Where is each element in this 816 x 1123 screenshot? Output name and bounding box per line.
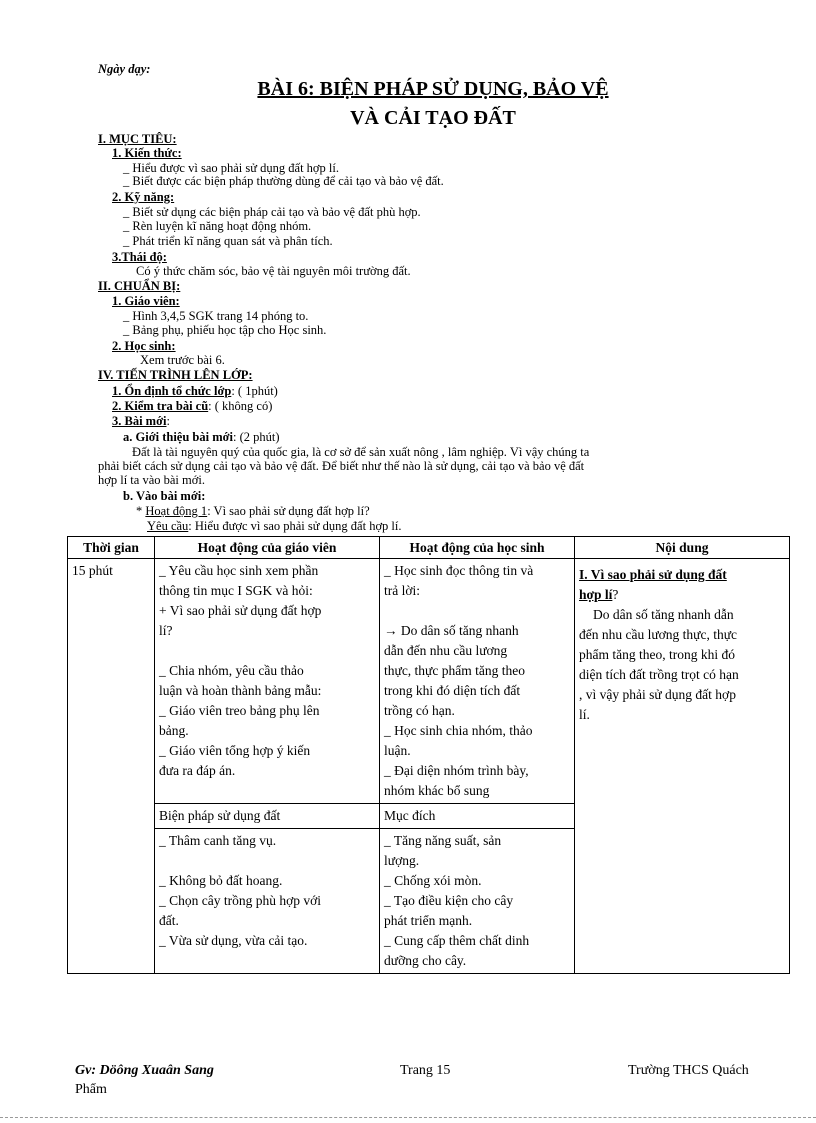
intro-heading (123, 431, 280, 444)
requirement-rest: : Hiểu được vì sao phải sử dụng đất hợp lí. (188, 519, 402, 533)
intro-line-2: phải biết cách sử dụng cải tạo và bảo vệ đất. Để biết như thế nào là sử dụng, cải tạo và bảo vệ đất (98, 459, 585, 473)
teacher-line: _ Giáo viên tổng hợp ý kiến (159, 743, 311, 758)
section-4-heading-text: IV. TIẾN TRÌNH LÊN LỚP: (98, 368, 253, 382)
content-body-line: diện tích đất trồng trọt có hạn (579, 667, 739, 682)
step-3 (112, 415, 170, 428)
skills-item-3: _ Phát triển kĩ năng quan sát và phân tích. (123, 234, 333, 248)
measure-line: _ Chọn cây trồng phù hợp với (159, 893, 322, 908)
attitude-item-1: Có ý thức chăm sóc, bảo vệ tài nguyên môi trường đất. (136, 264, 411, 278)
student-line: trồng có hạn. (384, 703, 455, 718)
measure-line: _ Vừa sử dụng, vừa cải tạo. (159, 933, 308, 948)
teacher-prep-label-text: 1. Giáo viên: (112, 294, 180, 308)
new-lesson-heading: b. Vào bài mới: (123, 489, 206, 503)
teacher-line: đưa ra đáp án. (159, 763, 236, 778)
student-line: luận. (384, 743, 411, 758)
student-line: thực, thực phẩm tăng theo (384, 663, 525, 678)
section-1-heading-text: I. MỤC TIÊU: (98, 132, 177, 146)
content-body-line: phẩm tăng theo, trong khi đó (579, 647, 735, 662)
content-cell (575, 559, 790, 974)
teacher-line: _ Chia nhóm, yêu cầu thảo (159, 663, 304, 678)
knowledge-item-1: _ Hiểu được vì sao phải sử dụng đất hợp lí. (123, 161, 339, 175)
footer-school: Trường THCS Quách (628, 1063, 749, 1078)
content-title-2 (579, 585, 785, 605)
step-3-rest: : (166, 414, 170, 428)
page-title (0, 78, 816, 101)
intro-heading-rest: : (2 phút) (233, 430, 280, 444)
intro-heading-label: a. Giới thiệu bài mới (123, 430, 234, 444)
header-teacher: Hoạt động của giáo viên (155, 537, 380, 559)
student-line: _ Đại diện nhóm trình bày, (384, 763, 529, 778)
step-1 (112, 385, 278, 398)
teacher-line: lí? (159, 623, 173, 638)
page-title-line-2: VÀ CẢI TẠO ĐẤT (350, 107, 516, 129)
skills-label (112, 191, 174, 204)
purpose-line: _ Tăng năng suất, sản (384, 833, 502, 848)
purpose-line: _ Tạo điều kiện cho cây (384, 893, 514, 908)
section-2-heading (98, 280, 180, 293)
content-body-line: , vì vậy phải sử dụng đất hợp (579, 687, 736, 702)
activity-1 (136, 505, 370, 518)
attitude-label (112, 251, 167, 264)
content-body-line: Do dân số tăng nhanh dẫn (593, 607, 734, 622)
activity-1-rest: : Vì sao phải sử dụng đất hợp lí? (207, 504, 370, 518)
intro-line-3: hợp lí ta vào bài mới. (98, 473, 205, 487)
student-activity-cell (380, 559, 575, 804)
content-title-question-mark: ? (612, 587, 619, 602)
step-2 (112, 400, 272, 413)
skills-item-2: _ Rèn luyện kĩ năng hoạt động nhóm. (123, 219, 312, 233)
student-line: dẫn đến nhu cầu lương (384, 643, 508, 658)
teacher-prep-label (112, 295, 180, 308)
content-title-line-2: hợp lí (579, 587, 613, 602)
measures-cell (155, 829, 380, 974)
time-value: 15 phút (72, 563, 113, 578)
footer-page-number: Trang 15 (400, 1063, 451, 1078)
teacher-line: bảng. (159, 723, 189, 738)
purpose-line: _ Cung cấp thêm chất dinh (384, 933, 530, 948)
intro-line-1: Đất là tài nguyên quý của quốc gia, là cơ sở để sản xuất nông , lâm nghiệp. Vì vậy chúng ta (132, 445, 590, 459)
purpose-line: lượng. (384, 853, 420, 868)
purpose-line: dưỡng cho cây. (384, 953, 467, 968)
content-body-line: lí. (579, 707, 590, 722)
step-2-label: 2. Kiểm tra bài cũ (112, 399, 209, 413)
page-bottom-rule (0, 1117, 816, 1118)
student-prep-item-1: Xem trước bài 6. (140, 353, 225, 367)
student-line: nhóm khác bổ sung (384, 783, 490, 798)
lesson-table (67, 536, 790, 974)
header-time: Thời gian (68, 537, 155, 559)
teacher-activity-cell (155, 559, 380, 804)
teacher-line: + Vì sao phải sử dụng đất hợp (159, 603, 322, 618)
date-label: Ngày dạy: (98, 62, 151, 76)
purpose-header: Mục đích (384, 808, 436, 823)
student-line: trong khi đó diện tích đất (384, 683, 521, 698)
purposes-cell (380, 829, 575, 974)
step-3-label: 3. Bài mới (112, 414, 167, 428)
footer-school-continued: Phẩm (75, 1082, 107, 1097)
header-content: Nội dung (575, 537, 790, 559)
measure-line: _ Thâm canh tăng vụ. (159, 833, 277, 848)
student-prep-label-text: 2. Học sinh: (112, 339, 176, 353)
knowledge-item-2: _ Biết được các biện pháp thường dùng để cải tạo và bảo vệ đất. (123, 174, 444, 188)
student-line: _ Học sinh chia nhóm, thảo (384, 723, 533, 738)
requirement-label: Yêu cầu (147, 519, 189, 533)
section-1-heading (98, 133, 177, 146)
activity-1-bullet: * (136, 504, 146, 518)
knowledge-label-text: 1. Kiến thức: (112, 146, 182, 160)
student-line: → Do dân số tăng nhanh (384, 623, 519, 638)
measures-header-cell (155, 804, 380, 829)
skills-label-text: 2. Kỹ năng: (112, 190, 175, 204)
measures-header: Biện pháp sử dụng đất (159, 808, 281, 823)
table-header-row (68, 537, 790, 559)
knowledge-label (112, 147, 182, 160)
requirement (147, 520, 402, 533)
student-prep-label (112, 340, 176, 353)
student-line: _ Học sinh đọc thông tin và (384, 563, 534, 578)
header-student: Hoạt động của học sinh (380, 537, 575, 559)
step-1-rest: : ( 1phút) (231, 384, 278, 398)
teacher-line: luận và hoàn thành bảng mẫu: (159, 683, 322, 698)
student-line: trả lời: (384, 583, 421, 598)
title-line-1: BÀI 6: BIỆN PHÁP SỬ DỤNG, BẢO VỆ (257, 78, 609, 100)
teacher-line: _ Yêu cầu học sinh xem phần (159, 563, 319, 578)
purpose-header-cell (380, 804, 575, 829)
teacher-line: _ Giáo viên treo bảng phụ lên (159, 703, 320, 718)
content-title (579, 565, 785, 585)
teacher-prep-item-1: _ Hình 3,4,5 SGK trang 14 phóng to. (123, 309, 309, 323)
teacher-prep-item-2: _ Bảng phụ, phiếu học tập cho Học sinh. (123, 323, 327, 337)
section-4-heading (98, 369, 253, 382)
time-cell (68, 559, 155, 974)
step-1-label: 1. Ổn định tổ chức lớp (112, 384, 232, 398)
activity-1-label: Hoạt động 1 (145, 504, 208, 518)
step-2-rest: : ( không có) (208, 399, 273, 413)
measure-line: đất. (159, 913, 179, 928)
purpose-line: _ Chống xói mòn. (384, 873, 482, 888)
content-body-line: đến nhu cầu lương thực, thực (579, 627, 738, 642)
attitude-label-text: 3.Thái độ: (112, 250, 167, 264)
measure-line: _ Không bỏ đất hoang. (159, 873, 283, 888)
section-2-heading-text: II. CHUẨN BỊ: (98, 279, 181, 293)
skills-item-1: _ Biết sử dụng các biện pháp cải tạo và bảo vệ đất phù hợp. (123, 205, 421, 219)
content-title-line-1: I. Vì sao phải sử dụng đất (579, 567, 727, 582)
table-row (68, 559, 790, 804)
teacher-line: thông tin mục I SGK và hỏi: (159, 583, 313, 598)
purpose-line: phát triển mạnh. (384, 913, 473, 928)
footer-teacher: Gv: Döông Xuaân Sang (75, 1063, 214, 1078)
